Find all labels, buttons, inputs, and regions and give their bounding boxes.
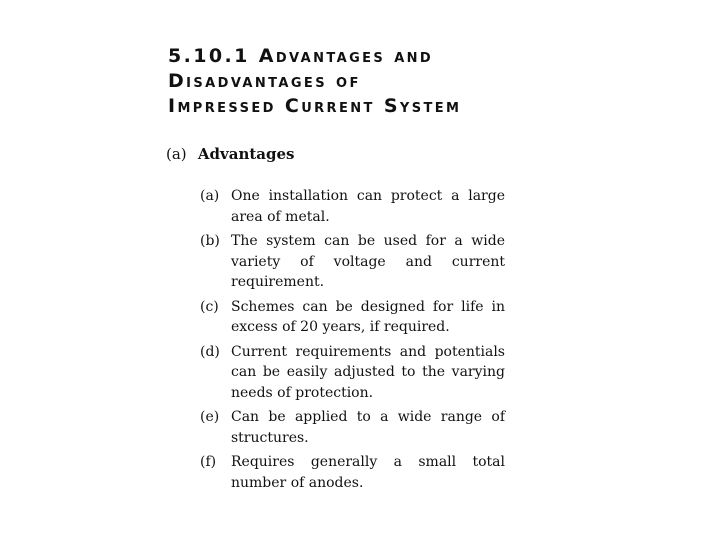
list-item: [200, 231, 505, 293]
list-item: [200, 342, 505, 404]
list-item-marker: (b): [200, 233, 220, 249]
list-item-text: Schemes can be designed for life in excess of 20 years, if required.: [231, 298, 505, 335]
section-title: [168, 44, 528, 119]
advantages-list: [200, 186, 505, 497]
list-item-text: Can be applied to a wide range of structures.: [231, 409, 505, 446]
section-title-line: Impressed Current System: [168, 95, 462, 117]
list-item-marker: (d): [200, 343, 220, 360]
list-item-marker: (a): [200, 188, 220, 204]
subsection-heading: [166, 144, 294, 164]
list-item-text: The system can be used for a wide variety of voltage and current requirement.: [231, 233, 505, 290]
list-item: [200, 452, 505, 493]
list-item: [200, 297, 505, 338]
list-item: [200, 407, 505, 448]
subsection-title: Advantages: [197, 145, 295, 163]
section-title-line: Disadvantages of: [168, 70, 361, 92]
list-item-marker: (f): [200, 454, 217, 470]
list-item-text: Requires generally a small total number of anodes.: [231, 454, 505, 491]
list-item: [200, 186, 505, 227]
list-item-marker: (e): [200, 409, 220, 425]
list-item-text: Current requirements and potentials can be easily adjusted to the varying needs of protection.: [231, 343, 505, 401]
subsection-label: (a): [166, 145, 187, 163]
list-item-marker: (c): [200, 298, 219, 315]
section-title-line: 5.10.1 Advantages and: [168, 45, 434, 67]
list-item-text: One installation can protect a large area of metal.: [231, 188, 505, 225]
